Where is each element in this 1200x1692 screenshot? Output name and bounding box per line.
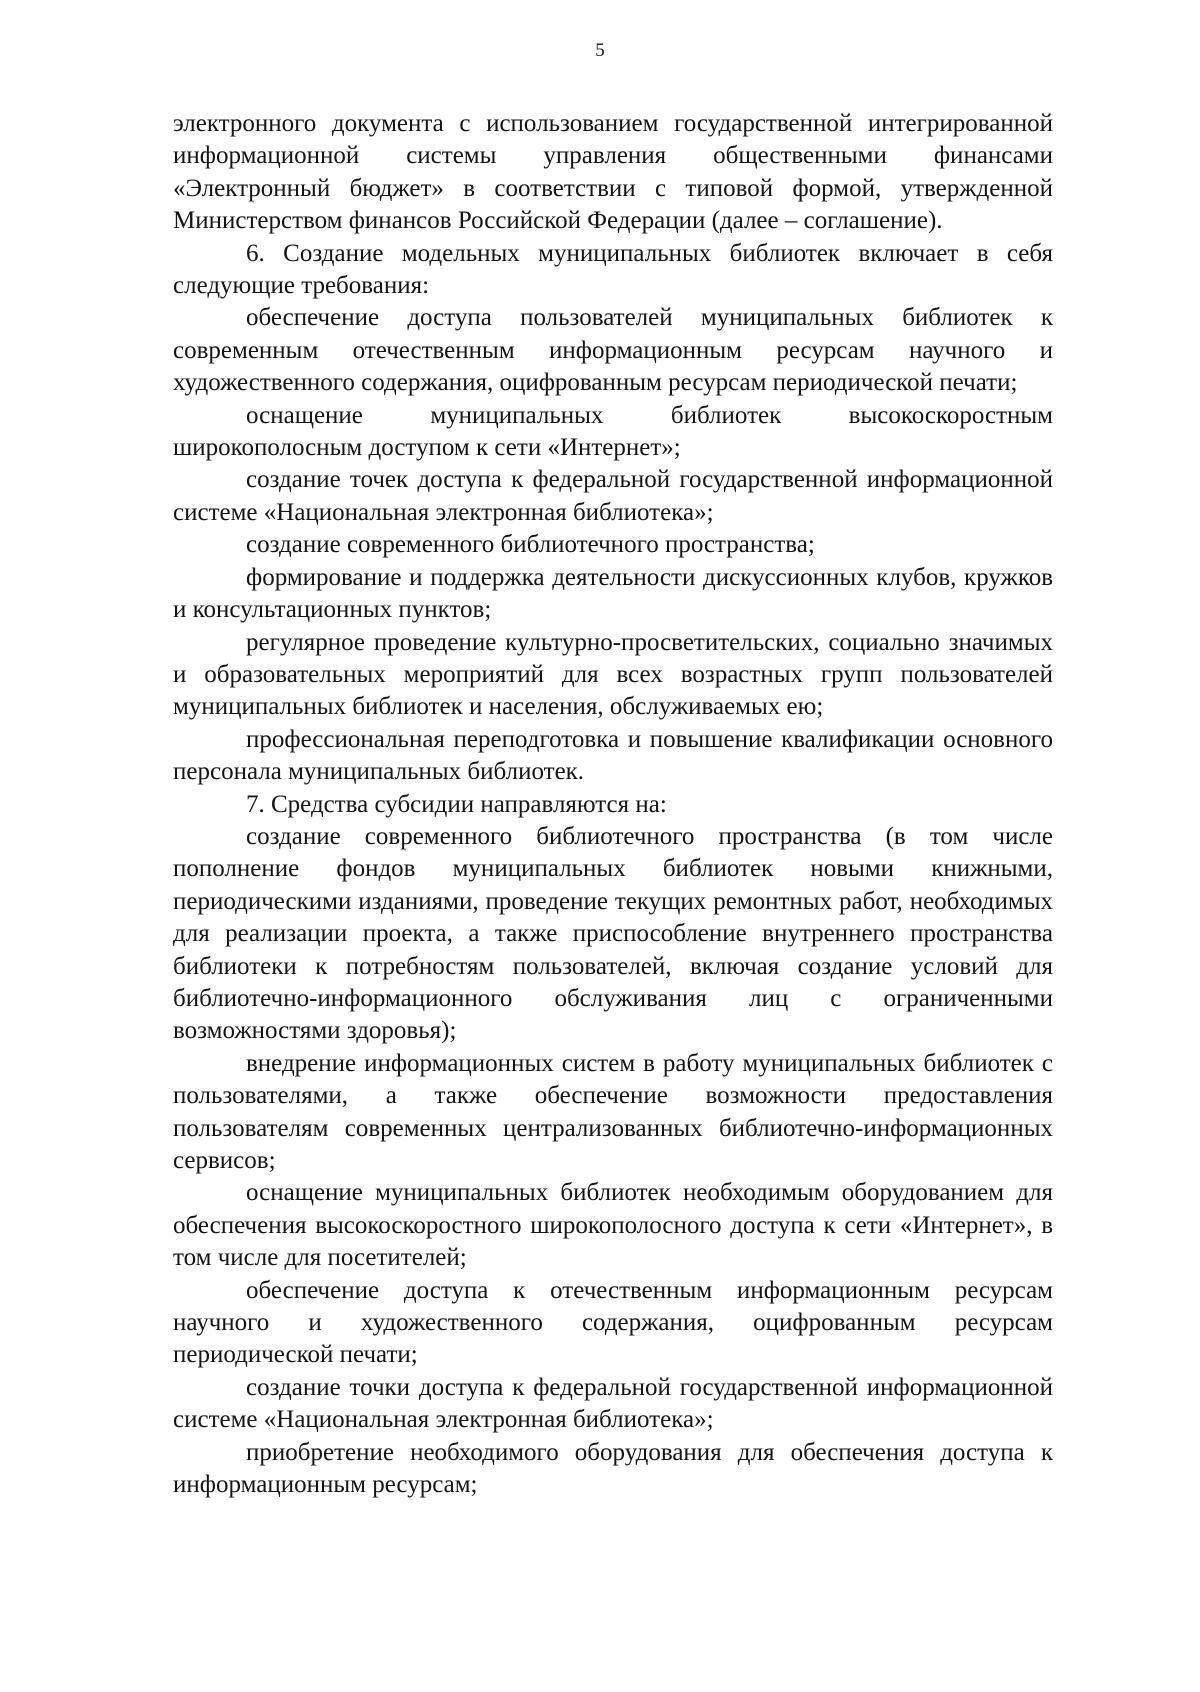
paragraph-continuation: электронного документа с использованием государственной интегрированной информационной системы управления общественными финансами «Электронный бюджет» в соответствии с типовой формой, утвержденной Министерством финансов Российской Федерации (далее – соглашение).	[173, 110, 1053, 235]
document-body	[173, 108, 1053, 1501]
list-item-equipment-purchase: приобретение необходимого оборудования для обеспечения доступа к информационным ресурсам;	[173, 1438, 1053, 1499]
list-item-access-point: создание точки доступа к федеральной государственной информационной системе «Национальная электронная библиотека»;	[173, 1373, 1053, 1434]
list-item-access-resources: обеспечение доступа пользователей муниципальных библиотек к современным отечественным информационным ресурсам научного и художественного содержания, оцифрованным ресурсам периодической печати;	[173, 304, 1053, 397]
list-item-info-systems: внедрение информационных систем в работу муниципальных библиотек с пользователями, а также обеспечение возможности предоставления пользователям современных централизованных библиотечно-информационных сервисов;	[173, 1049, 1053, 1174]
paragraph-section-7: 7. Средства субсидии направляются на:	[246, 790, 667, 818]
list-item-library-space: создание современного библиотечного пространства;	[246, 531, 815, 559]
list-item-broadband: оснащение муниципальных библиотек высокоскоростным широкополосным доступом к сети «Интернет»;	[173, 401, 1053, 462]
paragraph-section-6: 6. Создание модельных муниципальных библиотек включает в себя следующие требования:	[173, 239, 1053, 300]
list-item-training: профессиональная переподготовка и повышение квалификации основного персонала муниципальных библиотек.	[173, 725, 1053, 786]
list-item-equipment: оснащение муниципальных библиотек необходимым оборудованием для обеспечения высокоскоростного широкополосного доступа к сети «Интернет», в том числе для посетителей;	[173, 1179, 1053, 1272]
page-number: 5	[595, 40, 605, 61]
list-item-events: регулярное проведение культурно-просветительских, социально значимых и образовательных мероприятий для всех возрастных групп пользователей муниципальных библиотек и населения, обслуживаемых ею;	[173, 628, 1053, 721]
list-item-clubs: формирование и поддержка деятельности дискуссионных клубов, кружков и консультационных пунктов;	[173, 563, 1053, 624]
list-item-modern-space: создание современного библиотечного пространства (в том числе пополнение фондов муниципальных библиотек новыми книжными, периодическими изданиями, проведение текущих ремонтных работ, необходимых для реализации проекта, а также приспособление внутреннего пространства библиотеки к потребностям пользователей, включая создание условий для библиотечно-информационного обслуживания лиц с ограниченными возможностями здоровья);	[173, 822, 1053, 1045]
list-item-access-points: создание точек доступа к федеральной государственной информационной системе «Национальная электронная библиотека»;	[173, 466, 1053, 526]
list-item-domestic-resources: обеспечение доступа к отечественным информационным ресурсам научного и художественного содержания, оцифрованным ресурсам периодической печати;	[173, 1276, 1053, 1369]
